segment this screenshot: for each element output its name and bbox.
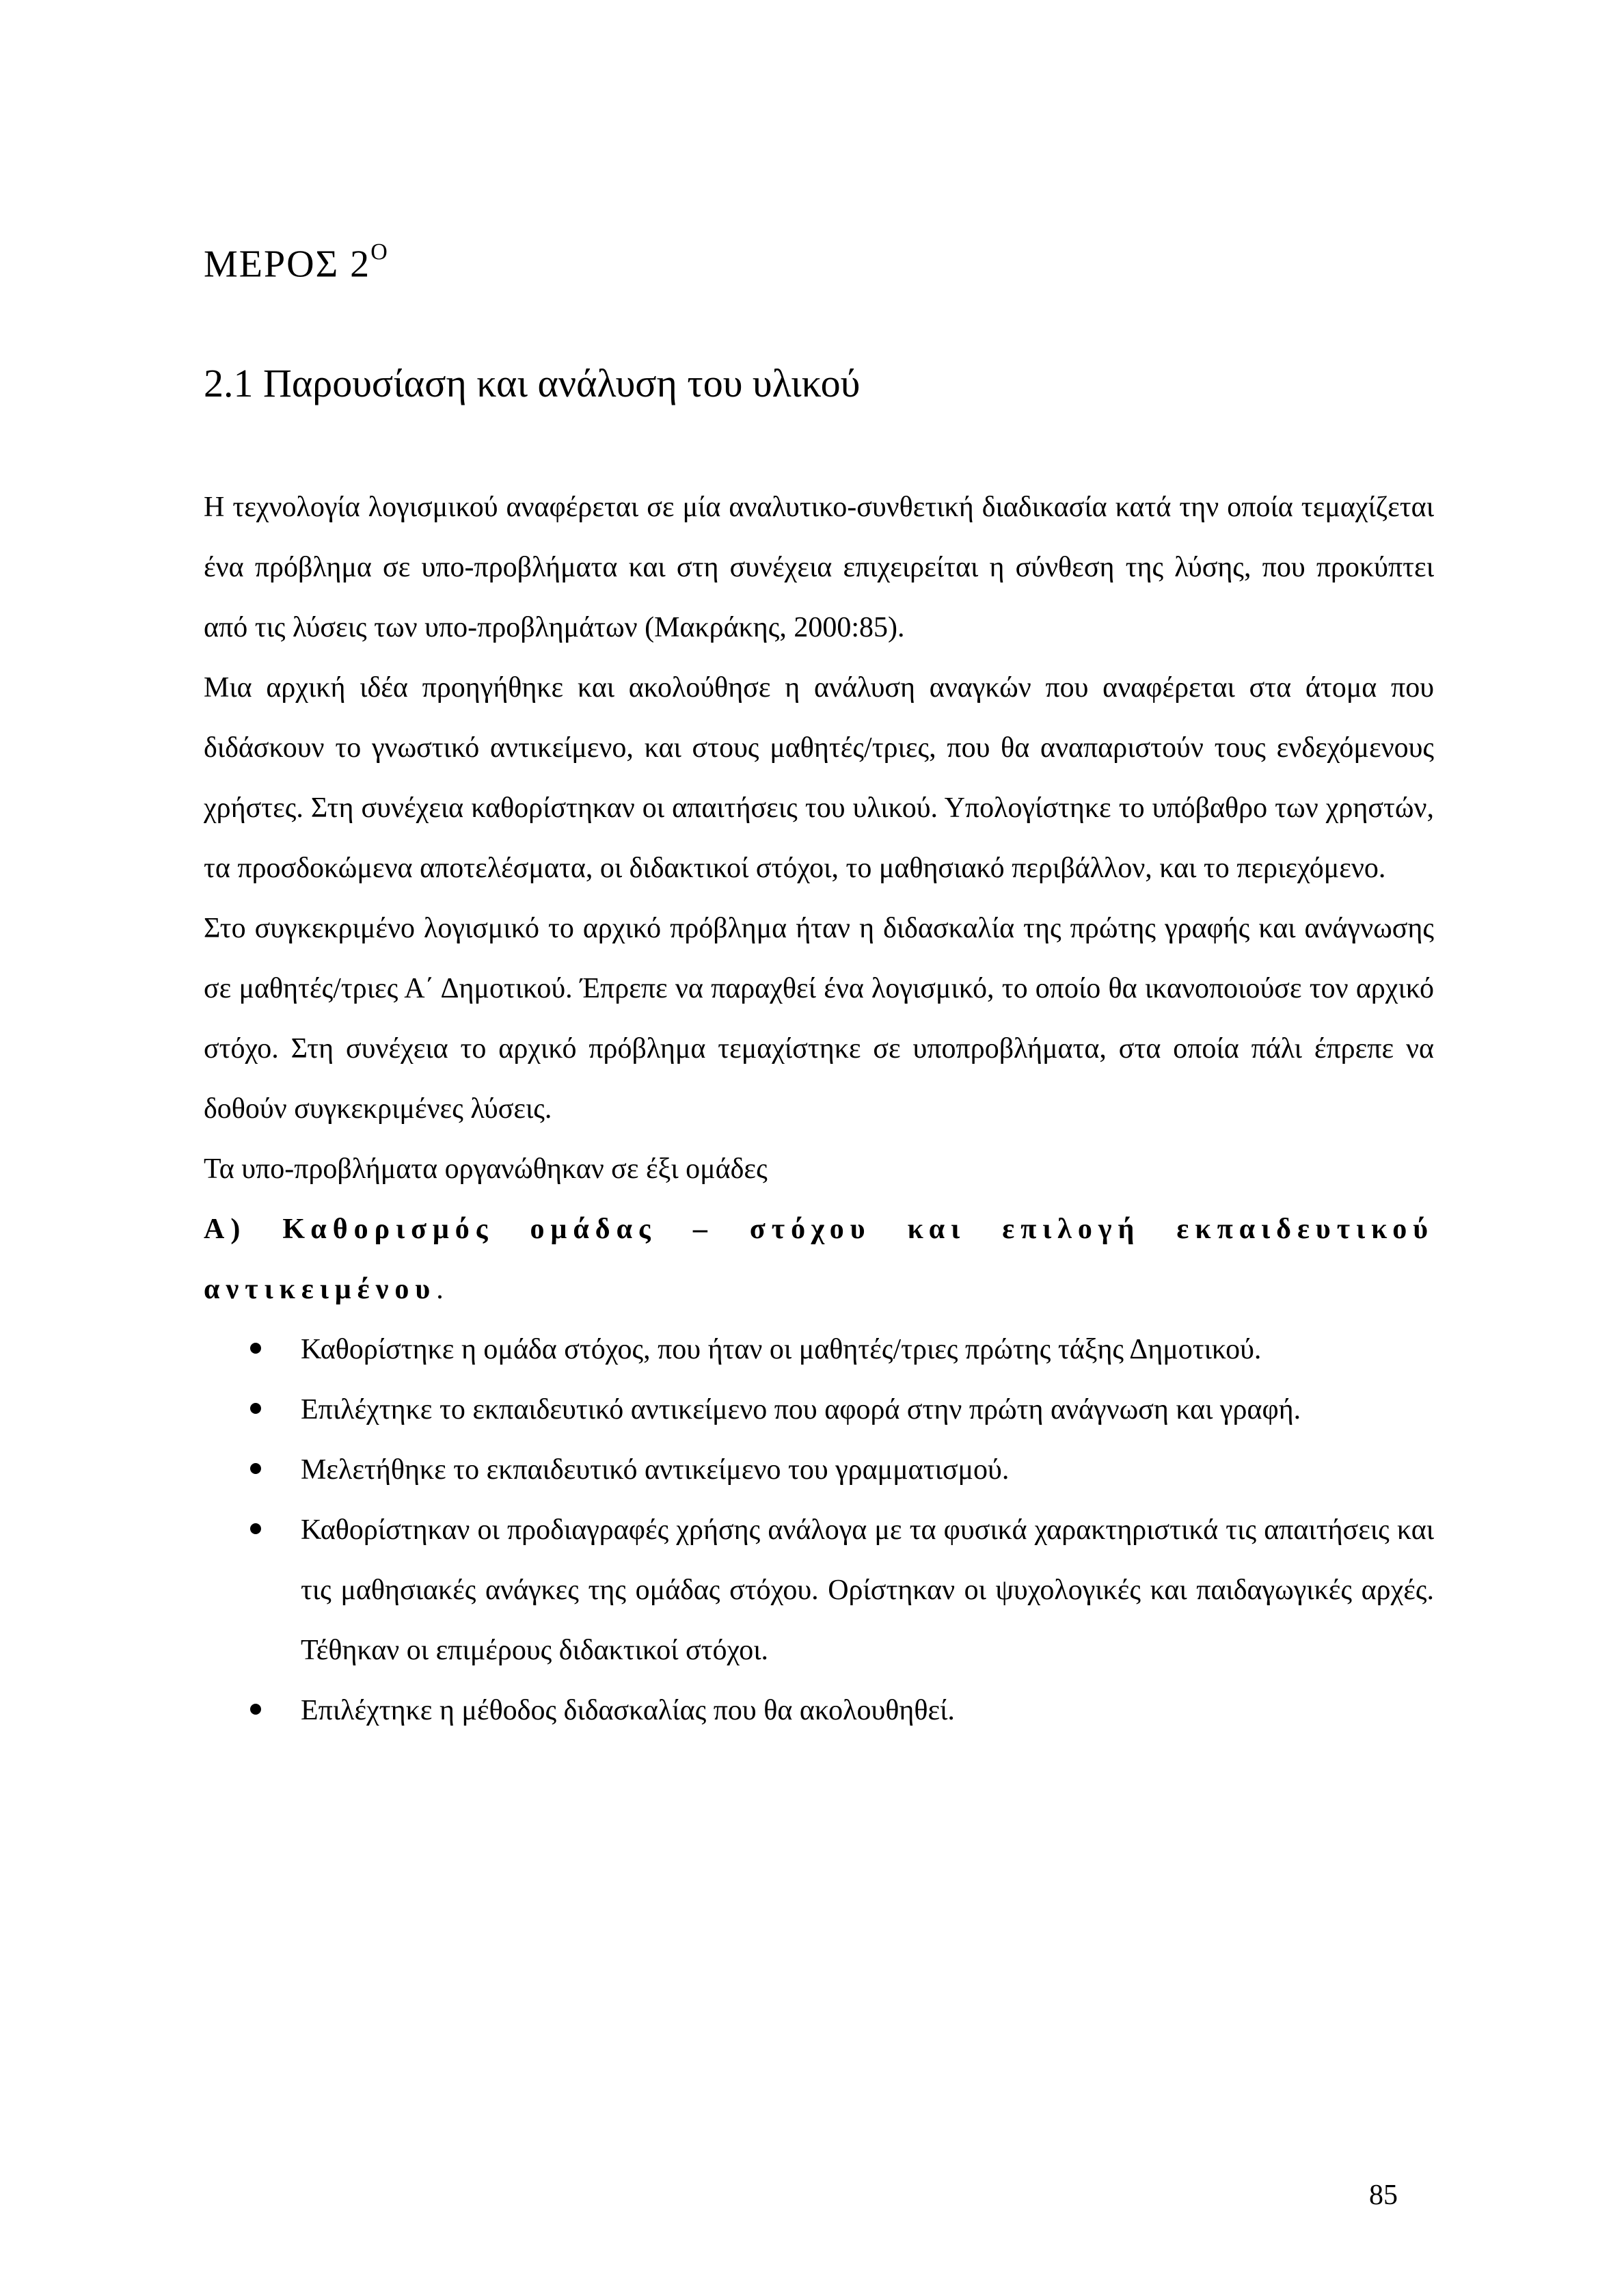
bullet-icon bbox=[250, 1463, 261, 1474]
list-item bbox=[204, 1680, 1434, 1741]
list-item-text: Επιλέχτηκε η μέθοδος διδασκαλίας που θα ακολουθηθεί. bbox=[301, 1695, 955, 1726]
list-item-text: Μελετήθηκε το εκπαιδευτικό αντικείμενο του γραμματισμού. bbox=[301, 1454, 1010, 1486]
page-number: 85 bbox=[1369, 2180, 1398, 2211]
group-heading-text: Α) Καθορισμός ομάδας – στόχου και επιλογή εκπαιδευτικού αντικειμένου bbox=[204, 1214, 1434, 1305]
part-title-text: ΜΕΡΟΣ 2 bbox=[204, 243, 371, 286]
bullet-icon bbox=[250, 1704, 261, 1715]
bullet-list bbox=[204, 1319, 1434, 1741]
group-heading-end: . bbox=[436, 1274, 444, 1305]
paragraph: Η τεχνολογία λογισμικού αναφέρεται σε μία αναλυτικο-συνθετική διαδικασία κατά την οποία τεμαχίζεται ένα πρόβλημα σε υπο-προβλήματα και στη συνέχεια επιχειρείται η σύνθεση της λύσης, που προκύπτει από τις λύσεις των υπο-προβλημάτων (Μακράκης, 2000:85). bbox=[204, 492, 1434, 643]
bullet-icon bbox=[250, 1343, 261, 1354]
paragraph: Μια αρχική ιδέα προηγήθηκε και ακολούθησε η ανάλυση αναγκών που αναφέρεται στα άτομα που διδάσκουν το γνωστικό αντικείμενο, και στους μαθητές/τριες, που θα αναπαριστούν τους ενδεχόμενους χρήστες. Στη συνέχεια καθορίστηκαν οι απαιτήσεις του υλικού. Υπολογίστηκε το υπόβαθρο των χρηστών, τα προσδοκώμενα αποτελέσματα, οι διδακτικοί στόχοι, το μαθησιακό περιβάλλον, και το περιεχόμενο. bbox=[204, 672, 1434, 884]
group-heading bbox=[204, 1199, 1434, 1319]
paragraph: Τα υπο-προβλήματα οργανώθηκαν σε έξι ομάδες bbox=[204, 1153, 768, 1185]
bullet-icon bbox=[250, 1523, 261, 1534]
part-title-superscript: Ο bbox=[370, 239, 389, 265]
paragraph: Στο συγκεκριμένο λογισμικό το αρχικό πρόβλημα ήταν η διδασκαλία της πρώτης γραφής και ανάγνωσης σε μαθητές/τριες Α΄ Δημοτικού. Έπρεπε να παραχθεί ένα λογισμικό, το οποίο θα ικανοποιούσε τον αρχικό στόχο. Στη συνέχεια το αρχικό πρόβλημα τεμαχίστηκε σε υποπροβλήματα, στα οποία πάλι έπρεπε να δοθούν συγκεκριμένες λύσεις. bbox=[204, 913, 1434, 1125]
section-title: 2.1 Παρουσίαση και ανάλυση του υλικού bbox=[204, 361, 861, 405]
list-item-text: Καθορίστηκαν οι προδιαγραφές χρήσης ανάλογα με τα φυσικά χαρακτηριστικά τις απαιτήσεις και τις μαθησιακές ανάγκες της ομάδας στόχου. Ορίστηκαν οι ψυχολογικές και παιδαγωγικές αρχές. Τέθηκαν οι επιμέρους διδακτικοί στόχοι. bbox=[301, 1514, 1434, 1666]
list-item bbox=[204, 1440, 1434, 1500]
list-item bbox=[204, 1380, 1434, 1440]
list-item bbox=[204, 1500, 1434, 1680]
list-item bbox=[204, 1319, 1434, 1380]
list-item-text: Καθορίστηκε η ομάδα στόχος, που ήταν οι μαθητές/τριες πρώτης τάξης Δημοτικού. bbox=[301, 1334, 1262, 1365]
part-title bbox=[204, 239, 389, 286]
bullet-icon bbox=[250, 1403, 261, 1414]
body-text bbox=[204, 477, 1434, 1741]
list-item-text: Επιλέχτηκε το εκπαιδευτικό αντικείμενο που αφορά στην πρώτη ανάγνωση και γραφή. bbox=[301, 1394, 1301, 1425]
